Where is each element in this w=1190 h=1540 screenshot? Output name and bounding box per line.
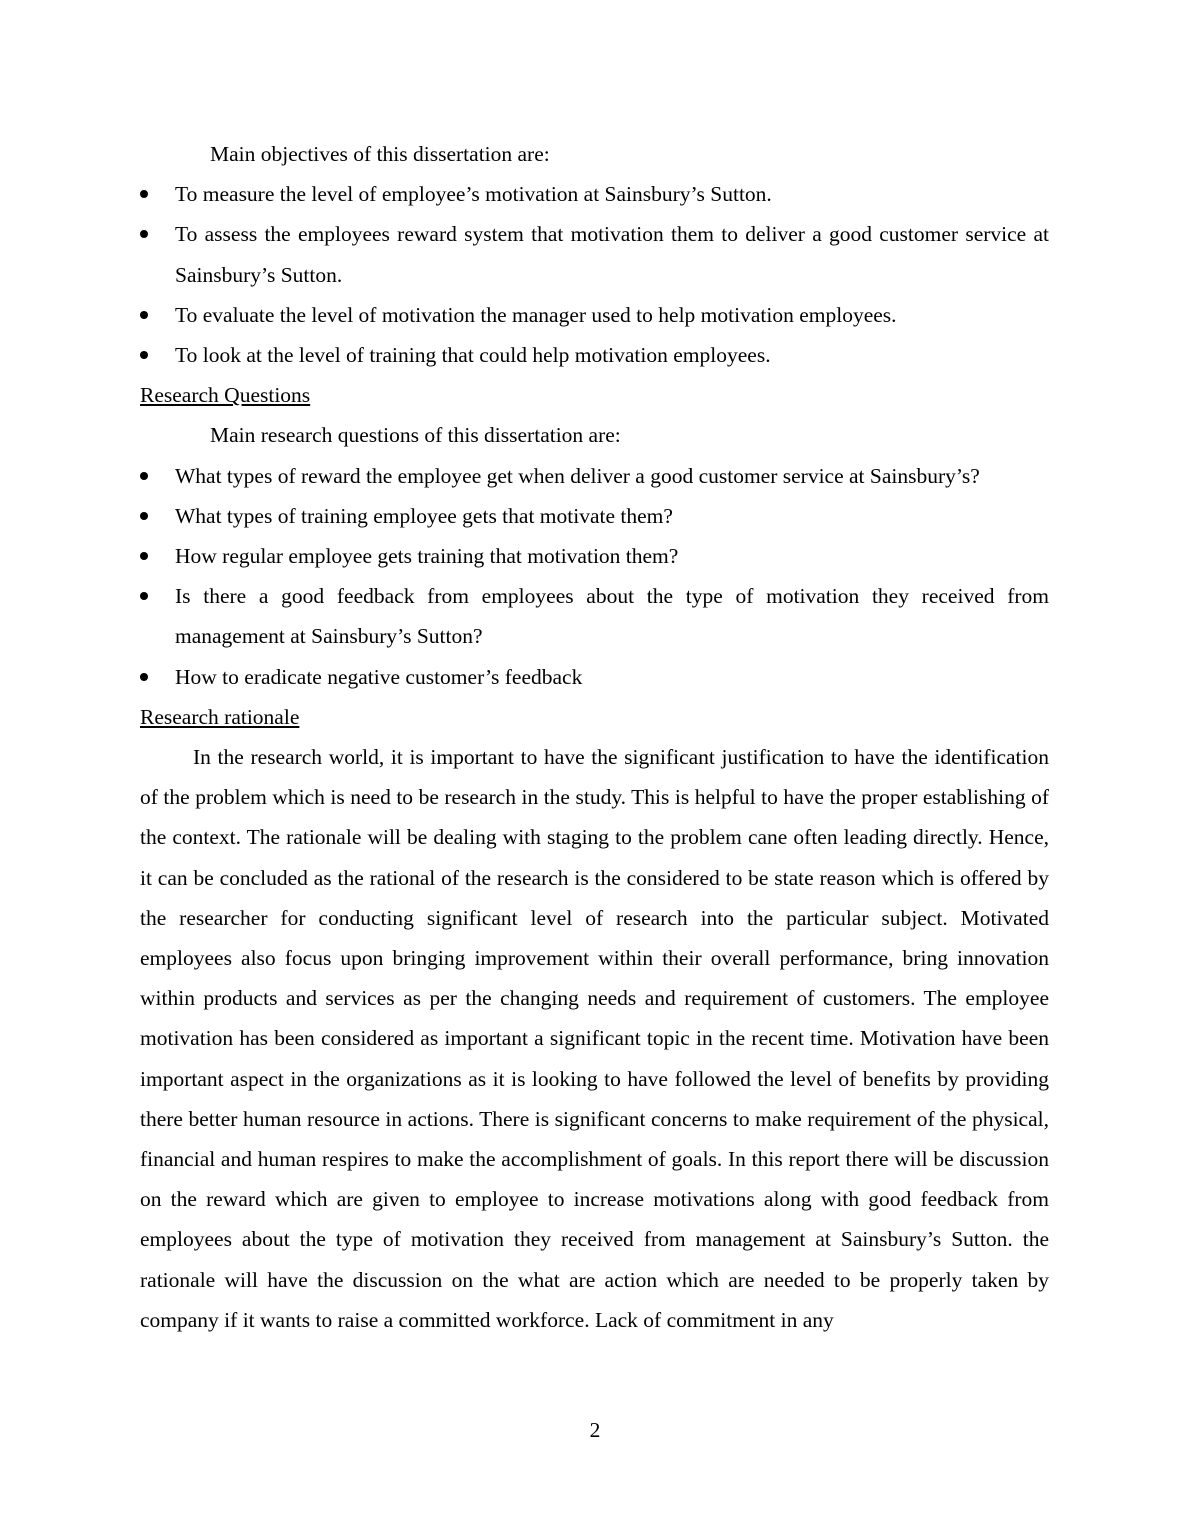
list-item <box>140 174 1049 214</box>
list-item <box>140 456 1049 496</box>
list-item-text: How regular employee gets training that motivation them? <box>175 544 679 569</box>
research-questions-list <box>140 456 1049 697</box>
bullet-icon <box>140 190 148 198</box>
page-number: 2 <box>589 1418 601 1442</box>
bullet-icon <box>140 592 148 600</box>
list-item-text: How to eradicate negative customer’s feedback <box>175 664 583 689</box>
list-item <box>140 214 1049 294</box>
list-item <box>140 576 1049 656</box>
list-item-text: To assess the employees reward system that motivation them to deliver a good customer service at Sainsbury’s Sutton. <box>175 222 1049 287</box>
list-item-text: Is there a good feedback from employees about the type of motivation they received from management at Sainsbury’s Sutton? <box>175 584 1049 649</box>
list-item-text: To measure the level of employee’s motivation at Sainsbury’s Sutton. <box>175 182 772 207</box>
list-item <box>140 536 1049 576</box>
bullet-icon <box>140 311 148 319</box>
research-questions-intro: Main research questions of this dissertation are: <box>210 423 621 448</box>
list-item-text: What types of reward the employee get when deliver a good customer service at Sainsbury’s? <box>175 463 980 488</box>
bullet-icon <box>140 552 148 560</box>
bullet-icon <box>140 512 148 520</box>
bullet-icon <box>140 230 148 238</box>
bullet-icon <box>140 673 148 681</box>
bullet-icon <box>140 472 148 480</box>
list-item <box>140 295 1049 335</box>
list-item-text: To look at the level of training that could help motivation employees. <box>175 343 771 368</box>
bullet-icon <box>140 351 148 359</box>
list-item <box>140 496 1049 536</box>
list-item-text: What types of training employee gets that motivate them? <box>175 503 673 528</box>
list-item <box>140 657 1049 697</box>
list-item-text: To evaluate the level of motivation the manager used to help motivation employees. <box>175 302 897 327</box>
research-questions-heading: Research Questions <box>140 383 311 408</box>
research-rationale-heading: Research rationale <box>140 704 300 729</box>
list-item <box>140 335 1049 375</box>
document-page <box>140 134 1049 1340</box>
objectives-intro: Main objectives of this dissertation are: <box>210 142 550 166</box>
objectives-list <box>140 174 1049 375</box>
research-rationale-paragraph: In the research world, it is important to have the significant justification to have the identification of the problem which is need to be research in the study. This is helpful to have the proper establishing of the context. The rationale will be dealing with staging to the problem cane often leading directly. Hence, it can be concluded as the rational of the research is the considered to be state reason which is offered by the researcher for conducting significant level of research into the particular subject. Motivated employees also focus upon bringing improvement within their overall performance, bring innovation within products and services as per the changing needs and requirement of customers. The employee motivation has been considered as important a significant topic in the recent time. Motivation have been important aspect in the organizations as it is looking to have followed the level of benefits by providing there better human resource in actions. There is significant concerns to make requirement of the physical, financial and human respires to make the accomplishment of goals. In this report there will be discussion on the reward which are given to employee to increase motivations along with good feedback from employees about the type of motivation they received from management at Sainsbury’s Sutton. the rationale will have the discussion on the what are action which are needed to be properly taken by company if it wants to raise a committed workforce. Lack of commitment in any <box>140 745 1049 1332</box>
